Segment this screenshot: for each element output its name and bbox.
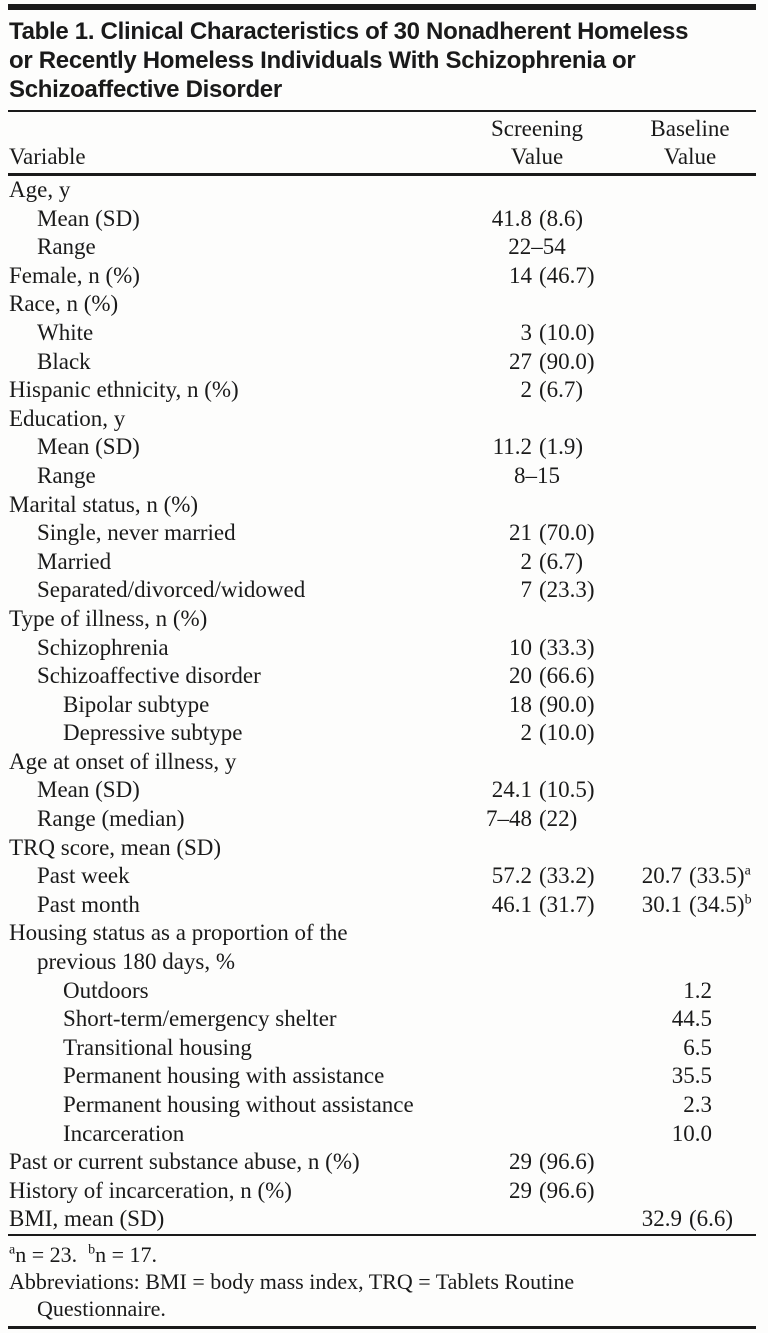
footnotes [0,1236,768,1326]
value-parenthetical: (6.6) [689,1206,734,1232]
baseline-value-cell [612,834,768,863]
screening-value-cell [462,548,612,577]
row-label-cell [0,176,462,205]
row-label-cell [0,1062,462,1091]
table-row [0,548,768,577]
screening-value-cell [462,634,612,663]
column-header-baseline-label: Baseline Value [650,116,730,169]
baseline-value-cell [612,262,768,291]
baseline-value-cell [612,348,768,377]
baseline-value-cell [612,205,768,234]
table-row [0,891,768,920]
value-number: 20.7 [641,863,682,889]
baseline-value-cell [612,776,768,805]
table-row [0,1091,768,1120]
baseline-value-cell [612,662,768,691]
screening-value-cell [462,719,612,748]
table-row [0,176,768,205]
table-row [0,433,768,462]
baseline-value-cell: 10.0 [671,1120,712,1146]
row-label: Short-term/emergency shelter [63,1006,337,1032]
value-number: 29 [509,1177,532,1203]
table-row [0,405,768,434]
row-label-cell [0,1177,462,1206]
row-label: Married [37,548,112,574]
table-row [0,1120,768,1149]
row-label: Mean (SD) [37,434,140,460]
value-number: 3 [520,319,532,345]
table-row [0,691,768,720]
row-label: Range (median) [37,806,185,832]
value-number: 41.8 [491,205,532,231]
value-number: 57.2 [491,863,532,889]
value-parenthetical: (96.6) [539,1149,595,1175]
row-label-cell [0,662,462,691]
row-label: Schizoaffective disorder [37,663,261,689]
value-number: 7–48 [486,806,532,832]
row-label-cell [0,576,462,605]
baseline-value-cell: 35.5 [671,1063,712,1089]
screening-value-cell [462,262,612,291]
screening-value-cell [462,1091,612,1120]
row-label: Housing status as a proportion of the [9,920,348,946]
screening-value-cell: 22–54 [508,234,566,260]
baseline-value-cell [612,290,768,319]
screening-value-cell [462,1148,612,1177]
row-label: Single, never married [37,520,236,546]
baseline-value-cell [612,176,768,205]
row-label: Range [37,234,96,260]
row-label-cell [0,491,462,520]
baseline-value-cell [612,719,768,748]
column-header-screening [462,112,612,173]
value-number: 24.1 [491,777,532,803]
row-label-cell [0,405,462,434]
row-label-cell [0,462,462,491]
screening-value-cell [462,919,612,976]
screening-value-cell [462,376,612,405]
row-label-cell [0,834,462,863]
row-label-cell [0,977,462,1006]
table-row [0,719,768,748]
baseline-value-cell [612,319,768,348]
row-label: Permanent housing without assistance [63,1092,414,1117]
row-label: TRQ score, mean (SD) [9,834,222,860]
screening-value-cell: 8–15 [514,462,560,488]
row-label: Permanent housing with assistance [63,1063,385,1089]
row-label-cell [0,719,462,748]
table-row [0,862,768,891]
row-label: Age at onset of illness, y [9,748,237,774]
baseline-value-cell: 6.5 [683,1034,712,1060]
screening-value-cell [462,605,612,634]
table-row [0,348,768,377]
baseline-value-cell [612,862,768,891]
row-label: Female, n (%) [9,262,140,288]
superscript-marker: a [9,1242,16,1258]
value-number: 32.9 [641,1206,682,1232]
row-label: Schizophrenia [37,634,169,660]
value-number: 29 [509,1149,532,1175]
baseline-value-cell [612,1148,768,1177]
baseline-value-cell [612,605,768,634]
row-label-cell [0,1205,462,1234]
screening-value-cell [462,891,612,920]
value-parenthetical: (31.7) [539,891,595,917]
row-label-cell [0,1120,462,1149]
value-parenthetical: (90.0) [539,691,595,717]
row-label-cell [0,776,462,805]
value-number: 30.1 [641,891,682,917]
row-label-cell [0,748,462,777]
value-number: 21 [509,520,532,546]
screening-value-cell [462,433,612,462]
row-label-cell [0,290,462,319]
row-label-cell [0,891,462,920]
value-number: 14 [509,262,532,288]
baseline-value-cell [612,1177,768,1206]
value-parenthetical: (10.0) [539,720,595,746]
value-parenthetical: (46.7) [539,262,595,288]
value-parenthetical: $(34.5)^b$ [689,891,752,917]
baseline-value-cell [612,748,768,777]
row-label: Age, y [9,177,71,202]
table-title [0,10,768,110]
row-label-cell [0,691,462,720]
value-parenthetical: (96.6) [539,1177,595,1203]
row-label-cell [0,433,462,462]
table-row [0,290,768,319]
baseline-value-cell [612,805,768,834]
row-label-cell [0,862,462,891]
column-header-row [0,112,768,173]
table-row [0,919,768,976]
screening-value-cell [462,290,612,319]
value-parenthetical: (90.0) [539,348,595,374]
baseline-value-cell [612,576,768,605]
value-parenthetical: (33.3) [539,634,595,660]
baseline-value-cell [612,433,768,462]
table-row [0,262,768,291]
value-parenthetical: (10.5) [539,777,595,803]
value-number: 27 [509,348,532,374]
baseline-value-cell [612,634,768,663]
row-label-cell [0,348,462,377]
value-number: 46.1 [491,891,532,917]
table-row [0,1148,768,1177]
row-label-continued: previous 180 days, % [37,949,236,975]
superscript-marker: a [744,863,751,879]
screening-value-cell [462,405,612,434]
row-label: Range [37,462,96,488]
row-label-cell [0,1034,462,1063]
row-label: Mean (SD) [37,205,140,231]
table-row [0,319,768,348]
table-row [0,1005,768,1034]
row-label: History of incarceration, n (%) [9,1177,292,1203]
table-row [0,205,768,234]
table-row [0,1177,768,1206]
screening-value-cell [462,1062,612,1091]
row-label: Past week [37,863,130,889]
row-label: Outdoors [63,977,149,1003]
value-number: 2 [520,377,532,403]
row-label-cell [0,605,462,634]
value-parenthetical: $(33.5)^a$ [689,863,751,889]
value-parenthetical: (6.7) [539,548,584,574]
superscript-marker: b [88,1242,96,1258]
row-label: Incarceration [63,1120,185,1146]
table-title-line: or Recently Homeless Individuals With Schizophrenia or [9,47,636,74]
table-title-line: Schizoaffective Disorder [9,76,282,103]
screening-value-cell [462,348,612,377]
row-label-cell [0,1091,462,1120]
row-label-cell [0,805,462,834]
table-row [0,776,768,805]
value-parenthetical: (10.0) [539,319,595,345]
value-parenthetical: (33.2) [539,863,595,889]
value-parenthetical: (23.3) [539,577,595,603]
table-body [0,176,768,1234]
baseline-value-cell [612,548,768,577]
value-number: 10 [509,634,532,660]
table-row [0,519,768,548]
value-number: 2 [520,548,532,574]
value-number: 11.2 [492,434,532,460]
baseline-value-cell [612,462,768,491]
row-label: Race, n (%) [9,291,119,317]
value-number: 18 [509,691,532,717]
table-row [0,748,768,777]
column-header-baseline [612,112,768,173]
row-label: Education, y [9,405,126,431]
footnote-sample-sizes: $^a$n = 23. $^b$n = 17. [9,1241,158,1267]
row-label: Type of illness, n (%) [9,605,208,631]
screening-value-cell [462,691,612,720]
baseline-value-cell [612,1205,768,1234]
value-parenthetical: (1.9) [539,434,584,460]
row-label-cell [0,233,462,262]
table-title-line: Table 1. Clinical Characteristics of 30 Nonadherent Homeless [9,18,689,45]
row-label: Separated/divorced/widowed [37,577,306,603]
row-label-cell [0,1005,462,1034]
screening-value-cell [462,805,612,834]
screening-value-cell [462,1005,612,1034]
screening-value-cell [462,862,612,891]
table-row [0,1205,768,1234]
column-header-table [0,112,768,173]
row-label-cell [0,205,462,234]
baseline-value-cell [612,919,768,976]
bottom-rule [8,1326,756,1329]
table-row [0,233,768,262]
table-row [0,805,768,834]
row-label: Bipolar subtype [63,691,210,717]
row-label-cell [0,634,462,663]
screening-value-cell [462,977,612,1006]
row-label: White [37,319,94,345]
screening-value-cell [462,662,612,691]
table-row [0,662,768,691]
row-label: BMI, mean (SD) [9,1206,165,1232]
row-label: Hispanic ethnicity, n (%) [9,377,239,403]
baseline-value-cell: 2.3 [683,1092,712,1117]
baseline-value-cell [612,491,768,520]
table-row [0,491,768,520]
row-label-cell [0,919,462,976]
characteristics-table [0,176,768,1234]
value-parenthetical: (22) [539,806,578,832]
value-parenthetical: (70.0) [539,520,595,546]
baseline-value-cell: 1.2 [683,977,712,1003]
row-label-cell [0,376,462,405]
value-number: 2 [520,720,532,746]
baseline-value-cell [612,519,768,548]
screening-value-cell [462,519,612,548]
row-label: Marital status, n (%) [9,491,199,517]
table-row [0,1034,768,1063]
screening-value-cell [462,319,612,348]
row-label: Depressive subtype [63,720,243,746]
table-row [0,977,768,1006]
screening-value-cell [462,491,612,520]
baseline-value-cell [612,405,768,434]
screening-value-cell [462,1034,612,1063]
row-label-cell [0,548,462,577]
row-label: Past month [37,891,140,917]
column-header-variable: Variable [9,144,86,169]
baseline-value-cell: 44.5 [671,1006,712,1032]
screening-value-cell [462,176,612,205]
table-row [0,605,768,634]
baseline-value-cell [612,233,768,262]
screening-value-cell [462,776,612,805]
row-label: Transitional housing [63,1034,252,1060]
table-row [0,376,768,405]
value-parenthetical: (6.7) [539,377,584,403]
superscript-marker: b [744,892,752,908]
baseline-value-cell [612,691,768,720]
row-label-cell [0,319,462,348]
value-number: 20 [509,663,532,689]
row-label-cell [0,519,462,548]
screening-value-cell [462,205,612,234]
screening-value-cell [462,1177,612,1206]
baseline-value-cell [612,891,768,920]
table-row [0,834,768,863]
footnote-abbreviations: Abbreviations: BMI = body mass index, TRQ = Tablets Routine [9,1268,575,1294]
screening-value-cell [462,576,612,605]
table-row [0,576,768,605]
screening-value-cell [462,1120,612,1149]
value-number: 7 [520,577,532,603]
column-header-screening-label: Screening Value [491,116,583,169]
row-label-cell [0,262,462,291]
row-label: Past or current substance abuse, n (%) [9,1149,360,1175]
value-parenthetical: (66.6) [539,663,595,689]
screening-value-cell [462,748,612,777]
screening-value-cell [462,1205,612,1234]
row-label: Black [37,348,91,374]
table-row [0,1062,768,1091]
value-parenthetical: (8.6) [539,205,584,231]
screening-value-cell [462,834,612,863]
footnote-abbreviations-continued: Questionnaire. [37,1295,166,1321]
table-row [0,462,768,491]
row-label: Mean (SD) [37,777,140,803]
table-row [0,634,768,663]
row-label-cell [0,1148,462,1177]
baseline-value-cell [612,376,768,405]
